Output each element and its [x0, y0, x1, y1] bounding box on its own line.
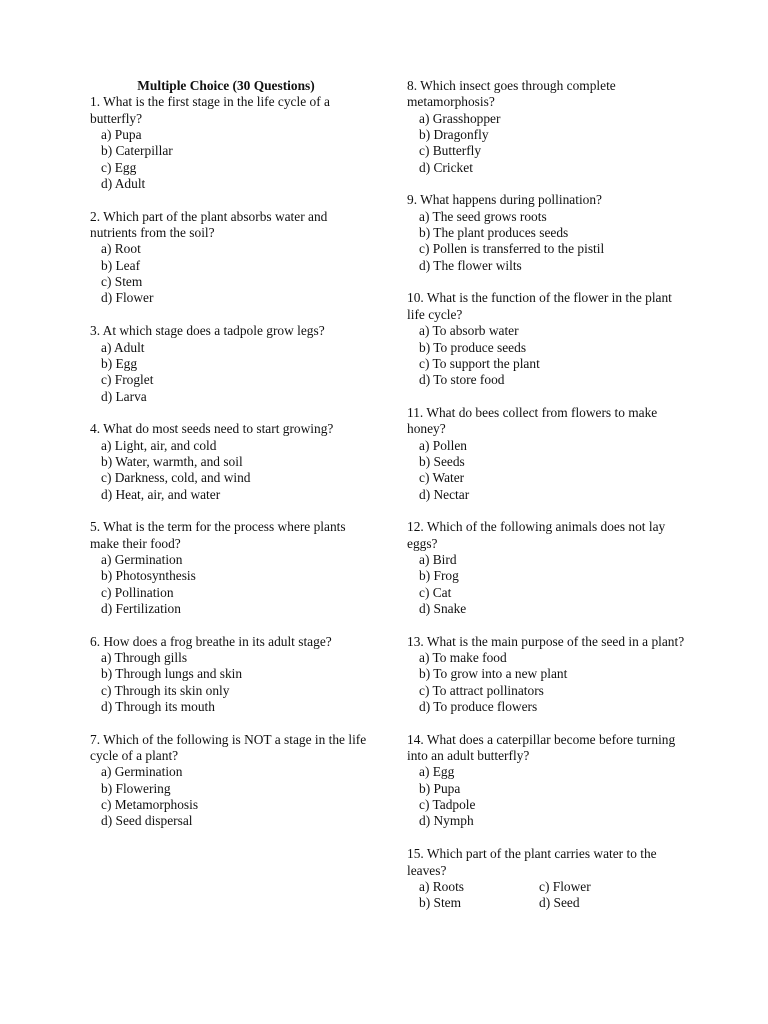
question-11	[407, 405, 687, 503]
option: a) Germination	[101, 764, 183, 780]
option: c) To support the plant	[419, 355, 540, 371]
option: b) Leaf	[101, 257, 141, 273]
option: a) The seed grows roots	[419, 208, 547, 224]
option: c) Pollen is transferred to the pistil	[419, 241, 605, 257]
option: c) Flower	[539, 878, 591, 894]
option: b) Photosynthesis	[101, 568, 196, 584]
question-text: 8. Which insect goes through complete metamorphosis?	[407, 78, 616, 110]
option: b) Caterpillar	[101, 143, 173, 159]
option: b) Flowering	[101, 780, 171, 796]
question-5	[90, 519, 370, 617]
option: c) Through its skin only	[101, 682, 230, 698]
page-title: Multiple Choice (30 Questions)	[137, 78, 315, 93]
option: c) Pollination	[101, 584, 174, 600]
option: c) To attract pollinators	[419, 682, 544, 698]
option: b) Stem	[419, 895, 462, 911]
question-2	[90, 209, 370, 307]
option: a) Pupa	[101, 127, 142, 143]
option: b) Frog	[419, 568, 459, 584]
option: c) Tadpole	[419, 797, 476, 813]
option: a) Bird	[419, 551, 457, 567]
question-4	[90, 421, 370, 503]
option: d) To store food	[419, 372, 505, 388]
question-1	[90, 94, 370, 192]
question-text: 15. Which part of the plant carries water to the leaves?	[407, 846, 657, 878]
option: a) To make food	[419, 650, 507, 666]
left-column	[90, 78, 370, 830]
option: b) Pupa	[419, 780, 461, 796]
option: d) Adult	[101, 176, 146, 192]
option: c) Stem	[101, 274, 143, 290]
option: d) The flower wilts	[419, 257, 522, 273]
option: a) Grasshopper	[419, 110, 501, 126]
option: b) To grow into a new plant	[419, 666, 568, 682]
option: a) Germination	[101, 551, 183, 567]
question-7	[90, 732, 370, 830]
option: a) Egg	[419, 764, 455, 780]
option: b) Dragonfly	[419, 127, 489, 143]
question-14	[407, 732, 687, 830]
option: a) Roots	[419, 878, 465, 894]
right-column	[407, 78, 687, 912]
question-text: 2. Which part of the plant absorbs water and nutrients from the soil?	[90, 208, 328, 241]
option: c) Froglet	[101, 372, 154, 388]
option: c) Metamorphosis	[101, 797, 199, 813]
question-text: 11. What do bees collect from flowers to make honey?	[407, 404, 658, 437]
question-12	[407, 519, 687, 617]
question-text: 7. Which of the following is NOT a stage in the life cycle of a plant?	[90, 731, 367, 764]
option: a) Pollen	[419, 437, 467, 453]
option: b) Seeds	[419, 453, 465, 469]
option: a) Light, air, and cold	[101, 437, 217, 453]
question-text: 1. What is the first stage in the life cycle of a butterfly?	[90, 94, 330, 126]
options-grid	[407, 879, 687, 912]
question-3	[90, 323, 370, 405]
question-15	[407, 846, 687, 911]
option: d) Seed	[539, 895, 580, 911]
option: d) Nymph	[419, 813, 474, 829]
question-text: 4. What do most seeds need to start growing?	[90, 421, 334, 437]
option: d) Seed dispersal	[101, 813, 193, 829]
option: b) Egg	[101, 355, 138, 371]
option: d) Flower	[101, 290, 154, 306]
option: d) Heat, air, and water	[101, 486, 221, 502]
question-text: 3. At which stage does a tadpole grow legs?	[90, 323, 325, 339]
question-text: 13. What is the main purpose of the seed in a plant?	[407, 633, 685, 649]
option: b) Water, warmth, and soil	[101, 453, 243, 469]
option: b) The plant produces seeds	[419, 225, 569, 241]
option: c) Water	[419, 470, 465, 486]
question-text: 9. What happens during pollination?	[407, 192, 602, 208]
option: d) Fertilization	[101, 601, 181, 616]
option: b) Through lungs and skin	[101, 666, 243, 682]
option: a) To absorb water	[419, 323, 519, 339]
option: c) Egg	[101, 159, 137, 175]
option: b) To produce seeds	[419, 339, 527, 355]
question-text: 10. What is the function of the flower in the plant life cycle?	[407, 290, 672, 322]
option: d) Snake	[419, 601, 467, 616]
question-10	[407, 290, 687, 388]
question-text: 14. What does a caterpillar become before turning into an adult butterfly?	[407, 731, 676, 764]
question-6	[90, 634, 370, 716]
option: d) Through its mouth	[101, 699, 215, 715]
option: c) Butterfly	[419, 143, 482, 159]
question-8	[407, 78, 687, 176]
option: a) Through gills	[101, 650, 188, 666]
question-text: 12. Which of the following animals does not lay eggs?	[407, 519, 666, 551]
question-9	[407, 192, 687, 274]
option: c) Darkness, cold, and wind	[101, 470, 251, 486]
option: d) Nectar	[419, 486, 470, 502]
option: d) Larva	[101, 388, 147, 404]
option: d) Cricket	[419, 159, 473, 175]
option: a) Root	[101, 241, 141, 257]
question-text: 5. What is the term for the process where plants make their food?	[90, 519, 346, 551]
question-text: 6. How does a frog breathe in its adult stage?	[90, 633, 332, 649]
option: d) To produce flowers	[419, 699, 538, 715]
option: a) Adult	[101, 339, 145, 355]
question-13	[407, 634, 687, 716]
option: c) Cat	[419, 584, 452, 600]
